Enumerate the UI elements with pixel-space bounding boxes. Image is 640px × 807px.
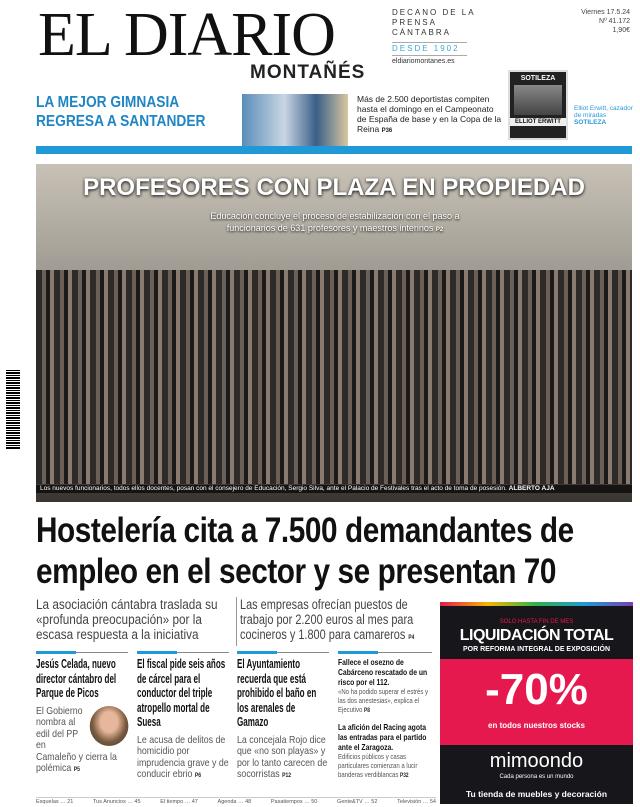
brief-body: Edificios públicos y casas particulares comienzan a lucir banderas verdiblancas <box>338 752 418 779</box>
gymnastics-photo <box>242 94 348 146</box>
brief-text <box>338 687 432 716</box>
index-page: 48 <box>245 799 252 805</box>
issue-info <box>581 8 630 35</box>
ad-discount: -70% <box>485 665 588 714</box>
index-page: 54 <box>429 799 436 805</box>
lead-headline[interactable]: Hostelería cita a 7.500 demandantes de empleo en el sector y se presentan 70 <box>36 511 574 591</box>
issue-number: Nº 41.172 <box>599 18 630 25</box>
index-item[interactable]: El tiempo … 47 <box>160 799 198 805</box>
deck-text: Las empresas ofrecían puestos de trabajo por 2.200 euros al mes para cocineros y 1.800 para camareros <box>240 597 414 642</box>
sotileza-cover[interactable] <box>508 70 568 140</box>
teaser-body: Más de 2.500 deportistas compiten hasta el domingo en el Campeonato de España de base y en la Copa de la Reina <box>357 94 502 134</box>
index-page: 45 <box>134 799 141 805</box>
index-page: 52 <box>371 799 378 805</box>
page-ref: P12 <box>282 773 292 779</box>
story-headline: El Ayuntamiento recuerda que está prohibido el baño en los arenales de Gamazo <box>237 656 317 729</box>
teaser-text <box>357 94 502 136</box>
photo-title[interactable]: PROFESORES CON PLAZA EN PROPIEDAD <box>83 174 585 201</box>
ad-color-stripe <box>440 602 633 606</box>
story-body: La concejala Rojo dice que «no son playas» y por lo tanto carecen de socorristas <box>237 733 328 780</box>
story-text <box>237 735 329 783</box>
advertisement[interactable] <box>440 602 633 804</box>
page-ref: P36 <box>381 128 393 134</box>
brief-headline[interactable]: La afición del Racing agota las entradas para el partido ante el Zaragoza. <box>338 722 427 752</box>
index-item[interactable]: Agenda … 48 <box>217 799 252 805</box>
tagline: DECANO DE LA PRENSA CÁNTABRA <box>392 8 476 37</box>
story-headline: Jesús Celada, nuevo director cántabro del Parque de Picos <box>36 656 117 700</box>
ad-discount-note: en todos nuestros stocks <box>488 721 585 730</box>
index-page: 47 <box>191 799 198 805</box>
photo-text: Educación concluye el proceso de estabilización con el paso a funcionarios de 631 profesores y maestros interinos <box>210 211 460 233</box>
story-body: Le acusa de delitos de homicidio por imprudencia grave y de conducir ebrio <box>137 733 229 780</box>
lead-deck-left: La asociación cántabra traslada su «profunda preocupación» por la escasa respuesta a la iniciativa <box>36 597 218 642</box>
index-label: Agenda <box>217 799 237 805</box>
photo-desc <box>190 210 480 236</box>
index-item[interactable]: Pasatiempos … 50 <box>270 799 318 805</box>
story-gamazo[interactable] <box>237 652 329 783</box>
story-body: El Gobierno nombra al edil del PP en Camaleño y cierra la polémica <box>36 704 117 774</box>
ad-slogan: Cada persona es un mundo <box>499 774 574 780</box>
cover-title: SOTILEZA <box>520 75 556 82</box>
page-ref: P2 <box>435 227 444 233</box>
ad-discount-panel <box>440 659 633 745</box>
website-link[interactable]: eldiariomontanes.es <box>392 58 455 65</box>
sotileza-teaser <box>574 105 636 126</box>
page-ref: P4 <box>408 635 415 641</box>
ad-top: SOLO HASTA FIN DE MES <box>499 619 574 625</box>
page-ref: P5 <box>73 767 80 773</box>
sotileza-text: Elliot Erwitt, cazador de miradas <box>574 105 633 119</box>
index-item[interactable]: Televisión … 54 <box>397 799 436 805</box>
lead-deck-right <box>236 597 434 646</box>
crowd-photo <box>36 270 632 484</box>
since: DESDE 1902 <box>392 42 467 56</box>
index-item[interactable]: Tus Anuncios … 45 <box>93 799 141 805</box>
masthead-subtitle: MONTAÑÉS <box>250 62 366 83</box>
ad-brand-logo: mimoondo <box>489 750 584 772</box>
price: 1,90€ <box>612 27 630 34</box>
index-label: Pasatiempos <box>270 799 303 805</box>
briefs-wrap <box>338 657 432 781</box>
page-ref: P6 <box>194 773 202 779</box>
story-text <box>137 735 229 783</box>
story-text <box>36 706 128 777</box>
story-headline: El fiscal pide seis años de cárcel para el conductor del triple atropello mortal de Suesa <box>137 656 226 729</box>
index-label: Tus Anuncios <box>93 799 126 805</box>
index-page: 21 <box>67 799 74 805</box>
ad-title: LIQUIDACIÓN TOTAL <box>459 627 614 644</box>
brief-body: «No ha podido superar el estrés y las dos anestesias», explica el Ejecutivo <box>338 687 429 714</box>
photo-caption <box>36 485 632 493</box>
index-label: Televisión <box>397 799 422 805</box>
photo-credit: ALBERTO AJA <box>508 485 555 492</box>
index-page: 50 <box>311 799 318 805</box>
masthead-title: EL DIARIO <box>38 1 335 69</box>
index-item[interactable]: Gente&TV … 52 <box>337 799 378 805</box>
deck-right-wrap <box>240 597 433 646</box>
index-label: Esquelas <box>36 799 59 805</box>
cover-name: ELLIOT ERWITT <box>510 118 566 126</box>
story-celada[interactable] <box>36 652 128 777</box>
index-label: El tiempo <box>160 799 184 805</box>
index-item[interactable]: Esquelas … 21 <box>36 799 74 805</box>
index-label: Gente&TV <box>337 799 363 805</box>
avatar <box>90 706 129 746</box>
ad-footer: Tu tienda de muebles y decoración <box>465 789 608 799</box>
story-suesa[interactable] <box>137 652 229 783</box>
section-index <box>36 797 436 806</box>
page-ref: P32 <box>400 773 409 779</box>
barcode <box>6 370 20 450</box>
ad-subtitle: POR REFORMA INTEGRAL DE EXPOSICIÓN <box>462 646 610 653</box>
brief-text <box>338 752 432 781</box>
date: Viernes 17.5.24 <box>581 9 630 16</box>
briefs <box>338 652 432 781</box>
teaser-headline[interactable]: LA MEJOR GIMNASIA REGRESA A SANTANDER <box>36 94 206 130</box>
divider-bar <box>36 146 632 154</box>
sotileza-brand: SOTILEZA <box>574 119 607 126</box>
caption-text: Los nuevos funcionarios, todos ellos docentes, posan con el consejero de Educación, Sergio Silva, ante el Palacio de Festivales tras el acto de toma de posesión. <box>40 485 507 492</box>
cover-photo <box>514 85 562 115</box>
page-ref: P8 <box>364 708 370 714</box>
brief-headline[interactable]: Fallece el osezno de Cabárceno rescatado de un risco por el 112. <box>338 657 428 687</box>
